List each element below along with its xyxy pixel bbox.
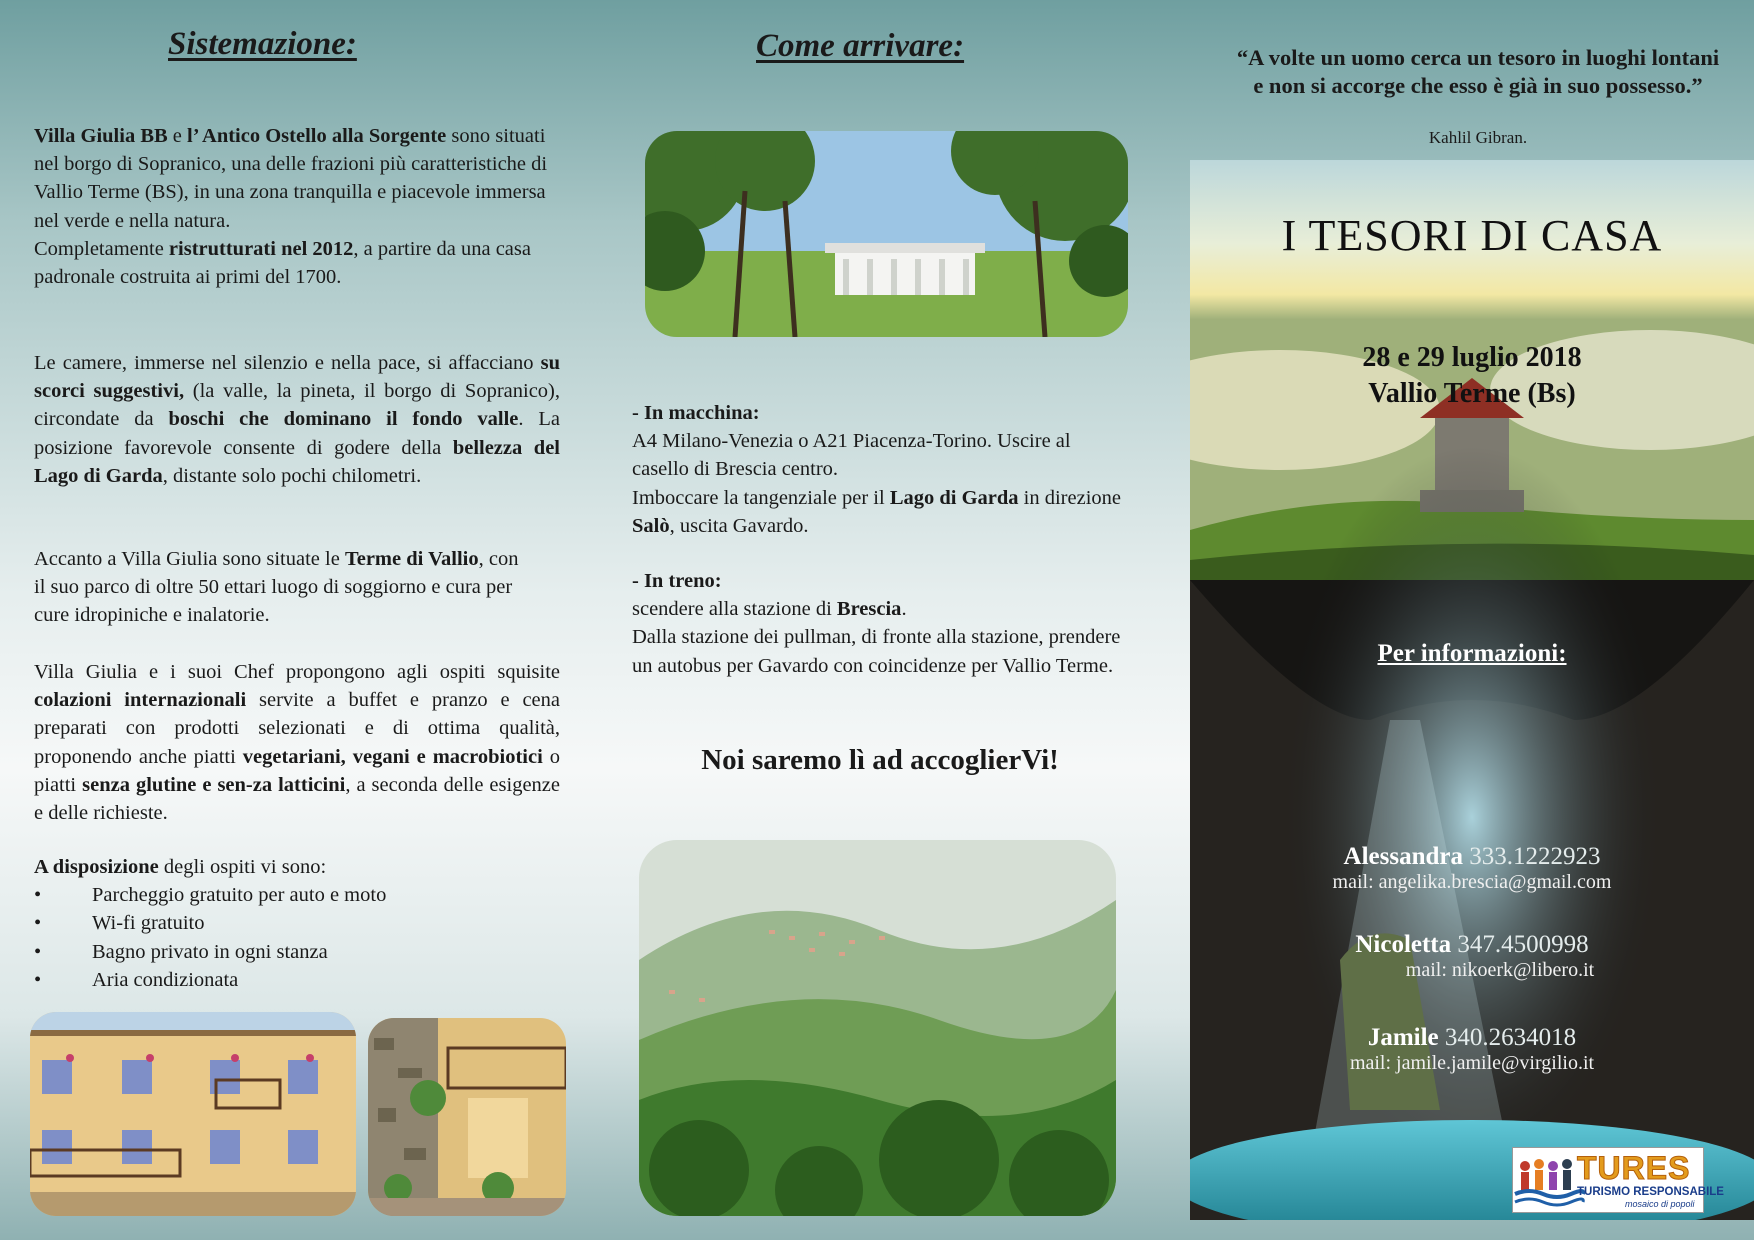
- villa-giulia-photo: [30, 1012, 356, 1216]
- terme-paragraph: Accanto a Villa Giulia sono situate le Terme di Vallio, con il suo parco di oltre 50 ettari luogo di soggiorno e cura per cure idropiniche e inalatorie.: [34, 548, 519, 627]
- event-date-place: [1190, 340, 1754, 412]
- antico-ostello-photo: [368, 1018, 566, 1216]
- event-place: Vallio Terme (Bs): [1368, 378, 1576, 409]
- quote-author: Kahlil Gibran.: [1428, 128, 1528, 147]
- list-item: • Aria condizionata: [34, 966, 562, 994]
- welcome-message: Noi saremo lì ad accoglierVi!: [701, 744, 1059, 776]
- event-date: 28 e 29 luglio 2018: [1362, 342, 1582, 373]
- tures-people-icon: [1515, 1159, 1583, 1205]
- train-directions: - In treno: scendere alla stazione di Brescia. Dalla stazione dei pullman, di fronte alla stazione, prendere un autobus per Gavardo con coincidenze per Vallio Terme.: [632, 570, 1121, 677]
- contact-nicoletta: [1190, 931, 1754, 982]
- gibran-quote: “A volte un uomo cerca un tesoro in luoghi lontani e non si accorge che esso è già in suo possesso.”: [1236, 45, 1720, 98]
- list-item: • Wi-fi gratuito: [34, 909, 562, 937]
- contact-phone[interactable]: 347.4500998: [1457, 931, 1589, 958]
- contact-email[interactable]: mail: angelika.brescia@gmail.com: [1332, 871, 1612, 893]
- valley-photo: [639, 840, 1116, 1216]
- contact-name: Alessandra: [1343, 843, 1463, 870]
- contact-name: Nicoletta: [1355, 931, 1452, 958]
- amenities-list: [34, 881, 562, 994]
- contact-phone[interactable]: 340.2634018: [1444, 1024, 1577, 1051]
- amenities-section: A disposizione degli ospiti vi sono: • Parcheggio gratuito per auto e moto • Wi-fi gratuito • Bagno privato in ogni stanza • Aria condizionata: [34, 853, 562, 994]
- contact-alessandra: [1190, 843, 1754, 894]
- chef-paragraph: Villa Giulia e i suoi Chef propongono agli ospiti squisite colazioni internazionali servite a buffet e pranzo e cena preparati con prodotti selezionati e di ottima qualità, proponendo anche piatti vegetariani, vegani e macrobiotici o piatti senza glutine e sen-za latticini, a seconda delle esigenze e delle richieste.: [34, 661, 561, 825]
- terme-park-photo: [645, 131, 1128, 337]
- list-item: • Parcheggio gratuito per auto e moto: [34, 881, 562, 909]
- come-arrivare-heading: Come arrivare:: [756, 28, 965, 64]
- info-heading: Per informazioni:: [1377, 640, 1567, 667]
- car-directions: - In macchina: A4 Milano-Venezia o A21 Piacenza-Torino. Uscire al casello di Brescia centro. Imboccare la tangenziale per il Lago di Garda in direzione Salò, uscita Gavardo.: [632, 402, 1121, 537]
- rooms-paragraph: Le camere, immerse nel silenzio e nella pace, si affacciano su scorci suggestivi, (la valle, la pineta, il borgo di Sopranico), circondate da boschi che dominano il fondo valle. La posizione favorevole consente di godere della bellezza del Lago di Garda, distante solo pochi chilometri.: [34, 352, 560, 487]
- list-item: • Bagno privato in ogni stanza: [34, 938, 562, 966]
- tures-logo-sub: TURISMO RESPONSABILE: [1577, 1186, 1724, 1198]
- contact-email[interactable]: mail: jamile.jamile@virgilio.it: [1349, 1052, 1595, 1074]
- contact-phone[interactable]: 333.1222923: [1469, 843, 1601, 870]
- intro-paragraph: Villa Giulia BB e l’ Antico Ostello alla Sorgente sono situati nel borgo di Sopranico, una delle frazioni più caratteristiche di Vallio Terme (BS), in una zona tranquilla e piacevole immersa nel verde e nella natura. Completamente ristrutturati nel 2012, a partire da una casa padronale costruita ai primi del 1700.: [34, 125, 548, 289]
- tures-logo-name: TURES: [1577, 1150, 1691, 1186]
- contact-jamile: [1190, 1024, 1754, 1075]
- contact-email[interactable]: mail: nikoerk@libero.it: [1405, 959, 1595, 981]
- contact-name: Jamile: [1367, 1024, 1439, 1051]
- tures-logo: [1512, 1147, 1724, 1213]
- event-title: I TESORI DI CASA: [1281, 211, 1663, 260]
- tures-logo-tag: mosaico di popoli: [1625, 1199, 1695, 1209]
- sistemazione-heading: Sistemazione:: [168, 26, 357, 62]
- event-poster: [1190, 160, 1754, 1220]
